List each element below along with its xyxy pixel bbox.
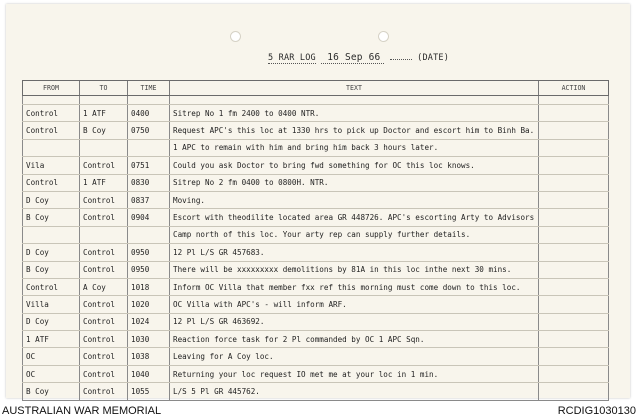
cell-to: Control <box>80 348 128 365</box>
cell-to: Control <box>80 383 128 400</box>
cell-from: OC <box>23 348 80 365</box>
cell-action <box>539 174 609 191</box>
cell-text: Request APC's this loc at 1330 hrs to pick up Doctor and escort him to Binh Ba. <box>170 122 539 139</box>
cell-to: Control <box>80 157 128 174</box>
cell-text: Sitrep No 1 fm 2400 to 0400 NTR. <box>170 105 539 122</box>
cell-time: 1038 <box>128 348 170 365</box>
column-header-time: TIME <box>128 81 170 96</box>
cell-time: 1020 <box>128 296 170 313</box>
table-row <box>23 105 609 122</box>
table-row <box>23 157 609 174</box>
cell-from: OC <box>23 365 80 382</box>
cell-to: Control <box>80 261 128 278</box>
date-underline <box>390 59 412 60</box>
cell-text: 12 Pl L/S GR 457683. <box>170 244 539 261</box>
column-header-to: TO <box>80 81 128 96</box>
cell-from: B Coy <box>23 209 80 226</box>
log-date: 16 Sep 66 <box>321 52 384 64</box>
cell-to: Control <box>80 209 128 226</box>
cell-from: Vila <box>23 157 80 174</box>
cell-time: 0751 <box>128 157 170 174</box>
cell-text: Reaction force task for 2 Pl commanded by OC 1 APC Sqn. <box>170 331 539 348</box>
column-header-from: FROM <box>23 81 80 96</box>
cell-to: Control <box>80 191 128 208</box>
table-row <box>23 331 609 348</box>
table-row <box>23 174 609 191</box>
table-row <box>23 139 609 156</box>
table-row <box>23 278 609 295</box>
cell-time <box>128 139 170 156</box>
table-row <box>23 122 609 139</box>
date-label: (DATE) <box>417 53 450 63</box>
cell-text: L/S 5 Pl GR 445762. <box>170 383 539 400</box>
cell-time: 0837 <box>128 191 170 208</box>
table-row <box>23 383 609 400</box>
cell-to: Control <box>80 331 128 348</box>
cell-from: D Coy <box>23 244 80 261</box>
cell-to: B Coy <box>80 122 128 139</box>
cell-from: Control <box>23 174 80 191</box>
cell-time: 0950 <box>128 261 170 278</box>
cell-to: 1 ATF <box>80 105 128 122</box>
cell-time: 1030 <box>128 331 170 348</box>
cell-text: Escort with theodilite located area GR 448726. APC's escorting Arty to Advisors <box>170 209 539 226</box>
punch-hole <box>378 31 389 42</box>
cell-text: Leaving for A Coy loc. <box>170 348 539 365</box>
cell-time: 1024 <box>128 313 170 330</box>
cell-action <box>539 209 609 226</box>
cell-action <box>539 139 609 156</box>
table-header-row <box>23 81 609 96</box>
cell-time <box>128 226 170 243</box>
log-table <box>22 80 609 401</box>
cell-text: Could you ask Doctor to bring fwd something for OC this loc knows. <box>170 157 539 174</box>
cell-action <box>539 105 609 122</box>
cell-to: A Coy <box>80 278 128 295</box>
cell-text: OC Villa with APC's - will inform ARF. <box>170 296 539 313</box>
cell-text: Camp north of this loc. Your arty rep can supply further details. <box>170 226 539 243</box>
cell-time: 0400 <box>128 105 170 122</box>
column-header-action: ACTION <box>539 81 609 96</box>
cell-time: 0950 <box>128 244 170 261</box>
cell-from: B Coy <box>23 261 80 278</box>
cell-time: 0750 <box>128 122 170 139</box>
cell-action <box>539 191 609 208</box>
cell-from: Control <box>23 278 80 295</box>
cell-to: Control <box>80 296 128 313</box>
cell-text: Moving. <box>170 191 539 208</box>
cell-from: B Coy <box>23 383 80 400</box>
spacer-row <box>23 96 609 105</box>
cell-text: Inform OC Villa that member fxx ref this morning must come down to this loc. <box>170 278 539 295</box>
cell-action <box>539 278 609 295</box>
cell-to <box>80 139 128 156</box>
log-header <box>268 52 449 64</box>
cell-to: Control <box>80 365 128 382</box>
cell-action <box>539 157 609 174</box>
table-row <box>23 313 609 330</box>
cell-time: 1018 <box>128 278 170 295</box>
cell-from: D Coy <box>23 191 80 208</box>
cell-from: 1 ATF <box>23 331 80 348</box>
cell-action <box>539 244 609 261</box>
unit-log-title: 5 RAR LOG <box>268 53 316 63</box>
cell-to: 1 ATF <box>80 174 128 191</box>
archive-reference: RCDIG1030130 <box>557 405 636 417</box>
cell-from <box>23 226 80 243</box>
cell-text: Returning your loc request IO met me at your loc in 1 min. <box>170 365 539 382</box>
cell-text: 12 Pl L/S GR 463692. <box>170 313 539 330</box>
table-row <box>23 296 609 313</box>
cell-time: 0904 <box>128 209 170 226</box>
cell-time: 0830 <box>128 174 170 191</box>
cell-action <box>539 365 609 382</box>
table-row <box>23 209 609 226</box>
cell-to: Control <box>80 244 128 261</box>
cell-action <box>539 296 609 313</box>
cell-action <box>539 383 609 400</box>
column-header-text: TEXT <box>170 81 539 96</box>
cell-from <box>23 139 80 156</box>
cell-text: 1 APC to remain with him and bring him back 3 hours later. <box>170 139 539 156</box>
table-row <box>23 261 609 278</box>
log-entries <box>23 96 609 401</box>
cell-action <box>539 261 609 278</box>
table-row <box>23 365 609 382</box>
cell-from: Control <box>23 122 80 139</box>
archive-footer <box>0 404 640 420</box>
table-row <box>23 244 609 261</box>
cell-from: Control <box>23 105 80 122</box>
cell-from: Villa <box>23 296 80 313</box>
archive-name: AUSTRALIAN WAR MEMORIAL <box>2 405 162 417</box>
cell-time: 1040 <box>128 365 170 382</box>
cell-to <box>80 226 128 243</box>
punch-hole <box>230 31 241 42</box>
cell-text: Sitrep No 2 fm 0400 to 0800H. NTR. <box>170 174 539 191</box>
cell-text: There will be xxxxxxxxx demolitions by 81A in this loc inthe next 30 mins. <box>170 261 539 278</box>
table-row <box>23 348 609 365</box>
cell-from: D Coy <box>23 313 80 330</box>
cell-action <box>539 348 609 365</box>
cell-action <box>539 122 609 139</box>
cell-action <box>539 313 609 330</box>
cell-time: 1055 <box>128 383 170 400</box>
table-row <box>23 191 609 208</box>
cell-action <box>539 226 609 243</box>
cell-action <box>539 331 609 348</box>
table-row <box>23 226 609 243</box>
cell-to: Control <box>80 313 128 330</box>
